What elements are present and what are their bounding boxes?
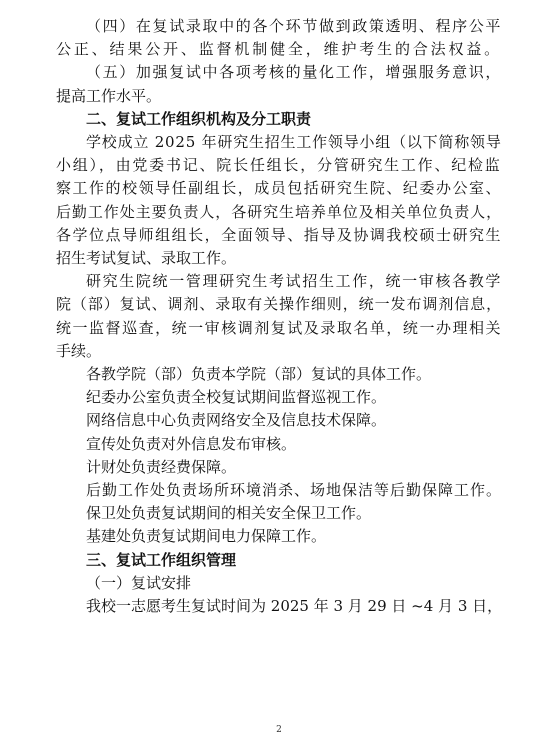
paragraph-line: 纪委办公室负责全校复试期间监督巡视工作。 [86, 388, 387, 407]
paragraph-line: 小组），由党委书记、院长任组长，分管研究生工作、纪检监 [56, 156, 502, 175]
paragraph-line: 提高工作水平。 [56, 86, 162, 105]
paragraph-line: 学校成立 2025 年研究生招生工作领导小组（以下简称领导 [86, 133, 502, 151]
paragraph-line: 统一监督巡查，统一审核调剂复试及录取名单，统一办理相关 [56, 318, 503, 337]
paragraph-line: 公正、结果公开、监督机制健全，维护考生的合法权益。 [56, 40, 503, 59]
paragraph-line: 手续。 [56, 341, 102, 360]
paragraph-line: 各教学院（部）负责本学院（部）复试的具体工作。 [86, 365, 432, 383]
paragraph-line: 保卫处负责复试期间的相关安全保卫工作。 [86, 504, 372, 523]
paragraph-line: （一）复试安排 [86, 573, 192, 592]
paragraph-line: 各学位点导师组组长，全面领导、指导及协调我校硕士研究生 [56, 225, 503, 244]
page-number: 2 [276, 725, 282, 735]
section-heading: 三、复试工作组织管理 [86, 550, 237, 569]
section-heading: 二、复试工作组织机构及分工职责 [86, 109, 312, 128]
paragraph-line: 察工作的校领导任副组长，成员包括研究生院、纪委办公室、 [56, 179, 503, 198]
paragraph-line: 网络信息中心负责网络安全及信息技术保障。 [86, 411, 387, 430]
paragraph-line: 院（部）复试、调剂、录取有关操作细则，统一发布调剂信息， [56, 295, 503, 314]
paragraph-line: 研究生院统一管理研究生考试招生工作，统一审核各教学 [86, 272, 503, 291]
paragraph-line: （四）在复试录取中的各个环节做到政策透明、程序公平 [86, 17, 503, 35]
paragraph-line: 基建处负责复试期间电力保障工作。 [86, 527, 327, 546]
paragraph-line: 后勤工作处主要负责人，各研究生培养单位及相关单位负责人， [56, 202, 503, 221]
paragraph-line: 我校一志愿考生复试时间为 2025 年 3 月 29 日 ~4 月 3 日， [86, 597, 503, 615]
paragraph-line: 后勤工作处负责场所环境消杀、场地保洁等后勤保障工作。 [86, 481, 503, 499]
paragraph-line: 招生考试复试、录取工作。 [56, 249, 237, 267]
paragraph-line: （五）加强复试中各项考核的量化工作，增强服务意识， [86, 63, 503, 82]
paragraph-line: 计财处负责经费保障。 [86, 457, 237, 476]
paragraph-line: 宣传处负责对外信息发布审核。 [86, 434, 297, 453]
